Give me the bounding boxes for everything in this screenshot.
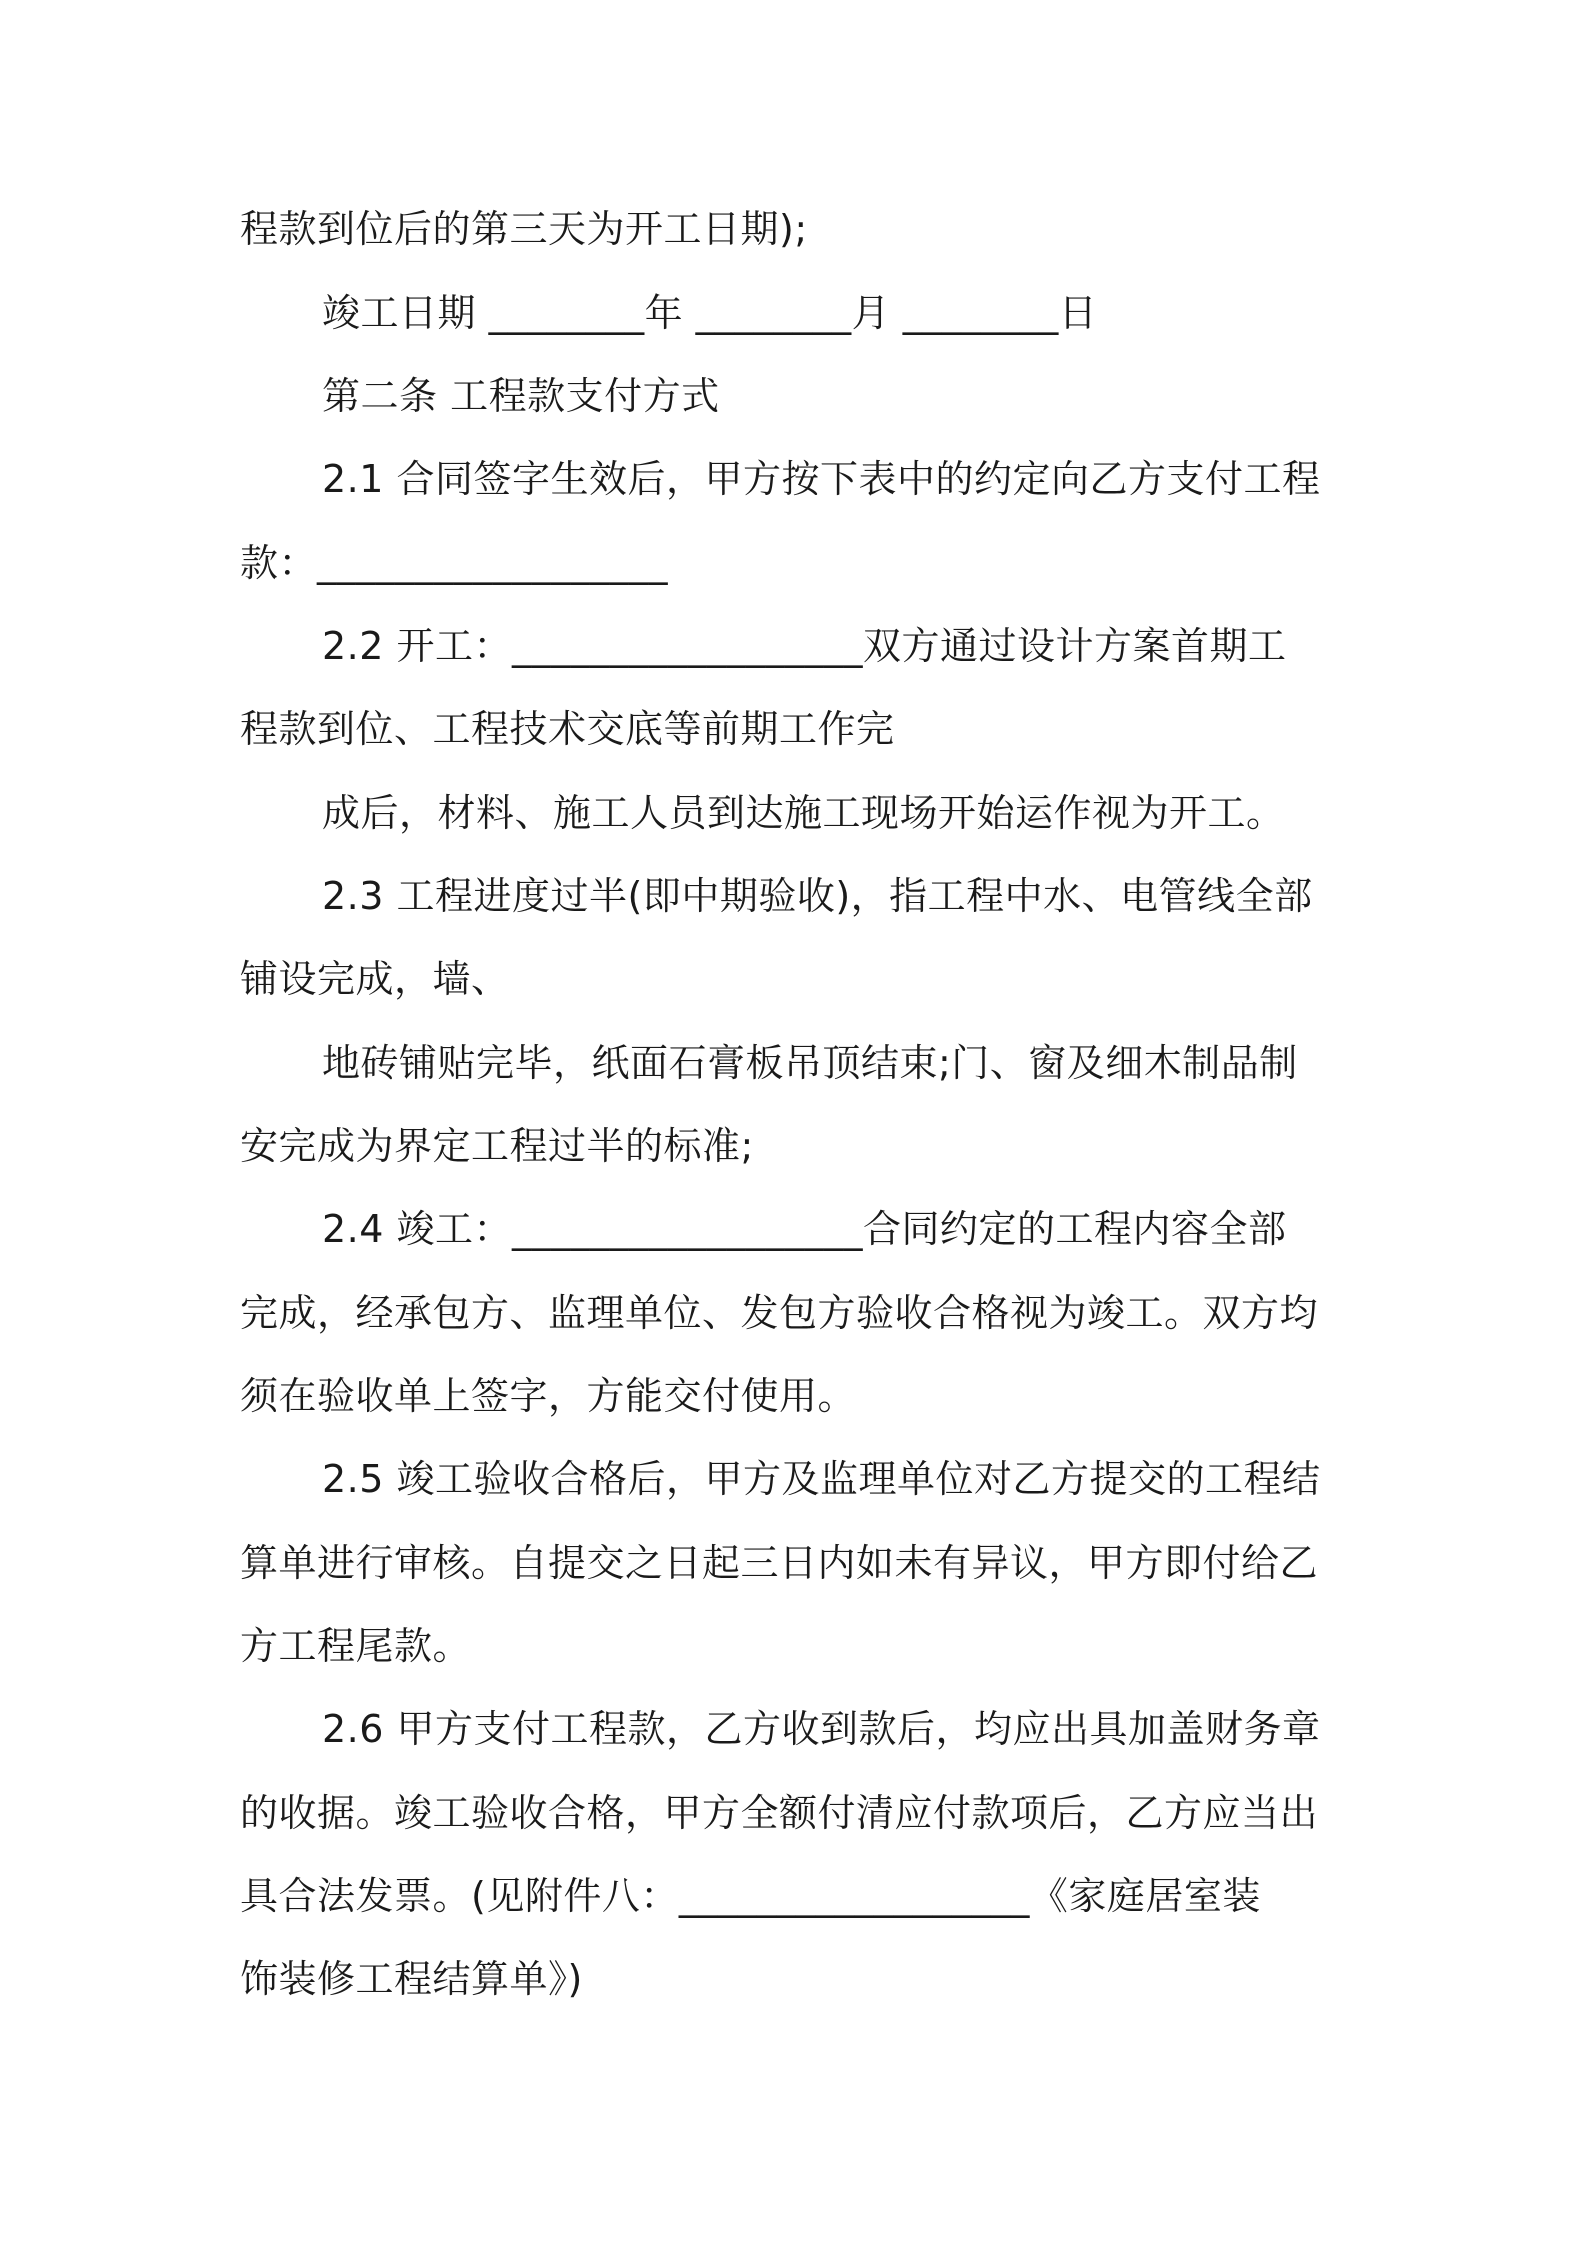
clause-2-5-line-2: 算单进行审核。自提交之日起三日内如未有异议，甲方即付给乙 (240, 1541, 1319, 1585)
clause-2-5-line-3: 方工程尾款。 (240, 1624, 472, 1668)
clause-2-2-line-2: 程款到位、工程技术交底等前期工作完 (240, 707, 895, 751)
clause-2-1-line-2: 款：__________________ (240, 541, 669, 585)
section-heading: 第二条 工程款支付方式 (322, 374, 720, 418)
clause-2-6-line-2: 的收据。竣工验收合格，甲方全额付清应付款项后，乙方应当出 (240, 1791, 1319, 1835)
clause-2-6-line-4: 饰装修工程结算单》) (240, 1957, 583, 2001)
clause-2-4-line-2: 完成，经承包方、监理单位、发包方验收合格视为竣工。双方均 (240, 1291, 1319, 1335)
clause-2-3-line-2: 铺设完成，墙、 (240, 957, 510, 1001)
clause-2-4-line-1: 2.4 竣工：__________________合同约定的工程内容全部 (322, 1207, 1287, 1251)
clause-2-4-line-3: 须在验收单上签字，方能交付使用。 (240, 1374, 857, 1418)
clause-2-6-line-1: 2.6 甲方支付工程款，乙方收到款后，均应出具加盖财务章 (322, 1707, 1321, 1751)
clause-2-3-line-3: 地砖铺贴完毕，纸面石膏板吊顶结束;门、窗及细木制品制 (322, 1041, 1298, 1085)
clause-2-3-line-4: 安完成为界定工程过半的标准; (240, 1124, 754, 1168)
text-line-1: 程款到位后的第三天为开工日期); (240, 207, 808, 251)
completion-date-line: 竣工日期 ________年 ________月 ________日 (322, 291, 1098, 335)
clause-2-3-line-1: 2.3 工程进度过半(即中期验收)，指工程中水、电管线全部 (322, 874, 1313, 918)
clause-2-6-line-3: 具合法发票。(见附件八：__________________《家庭居室装 (240, 1874, 1261, 1918)
clause-2-2-line-1: 2.2 开工：__________________双方通过设计方案首期工 (322, 624, 1287, 668)
clause-2-1-line-1: 2.1 合同签字生效后，甲方按下表中的约定向乙方支付工程 (322, 457, 1321, 501)
clause-2-5-line-1: 2.5 竣工验收合格后，甲方及监理单位对乙方提交的工程结 (322, 1457, 1321, 1501)
clause-2-2-line-3: 成后，材料、施工人员到达施工现场开始运作视为开工。 (322, 791, 1285, 835)
